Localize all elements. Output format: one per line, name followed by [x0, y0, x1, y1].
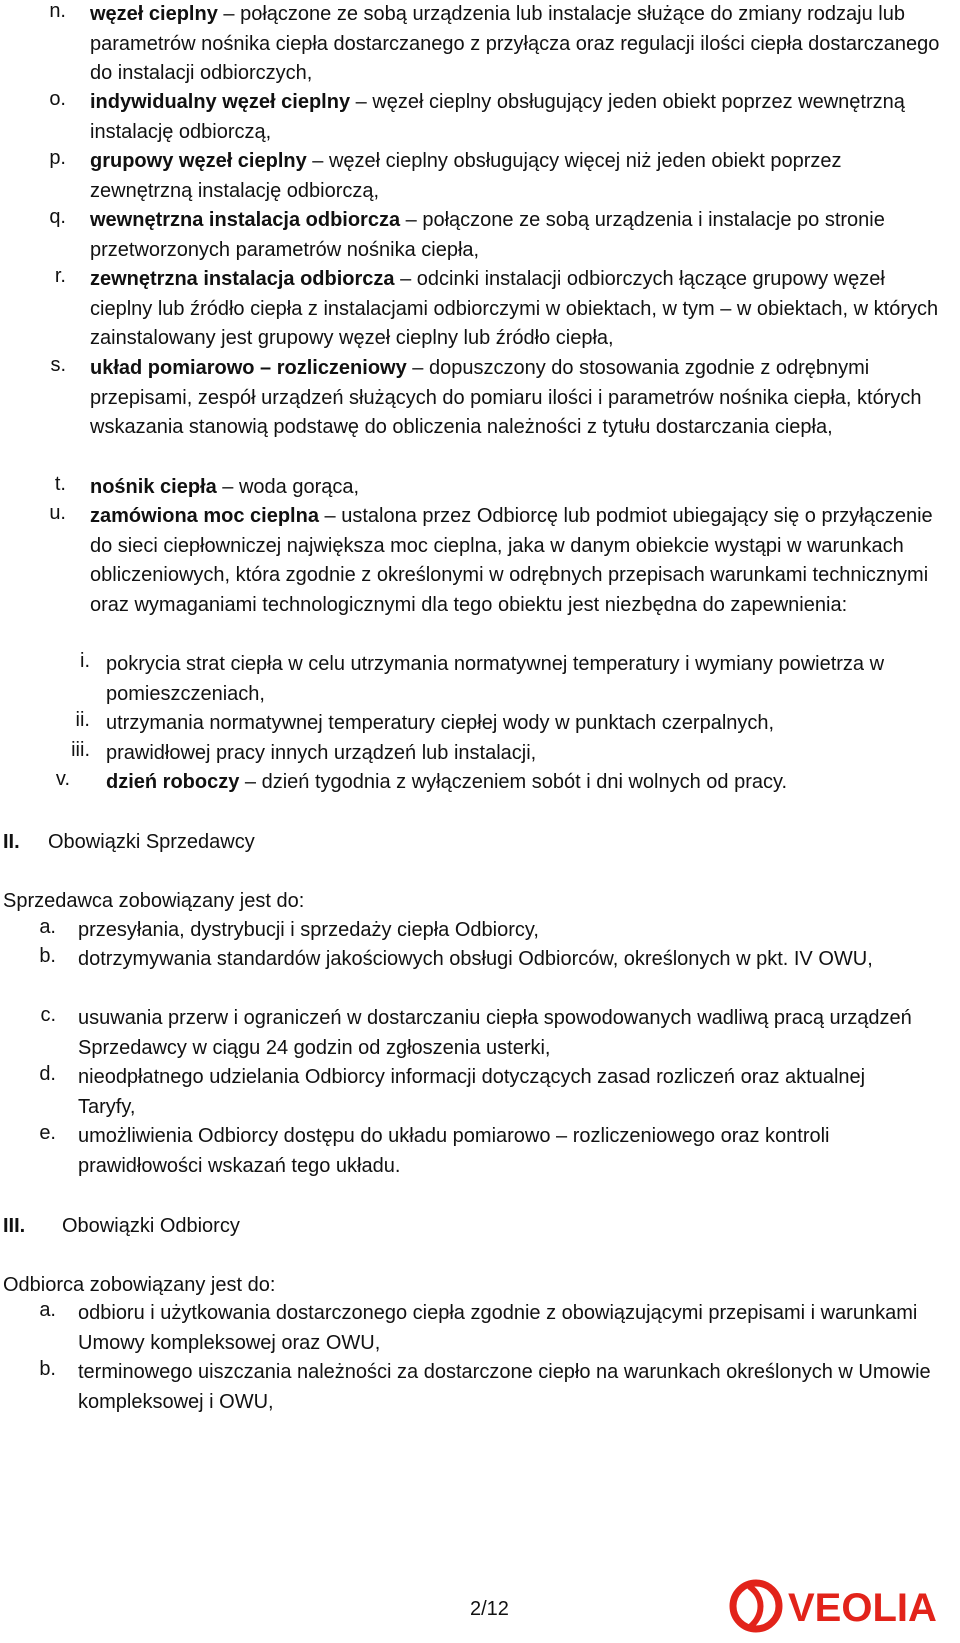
section-number: II.: [3, 831, 20, 853]
list-label: d.: [39, 1063, 56, 1085]
duty-text: umożliwienia Odbiorcy dostępu do układu pomiarowo – rozliczeniowego oraz kontroli prawidłowości wskazań tego układu.: [78, 1125, 830, 1177]
definition-text: grupowy węzeł cieplny – węzeł cieplny obsługujący więcej niż jeden obiekt poprzez zewnętrzną instalację odbiorczą,: [90, 150, 842, 202]
list-label: u.: [49, 502, 66, 524]
definition-term: wewnętrzna instalacja odbiorcza: [90, 209, 401, 231]
definition-term: zewnętrzna instalacja odbiorcza: [90, 268, 395, 290]
definition-term: grupowy węzeł cieplny: [90, 150, 307, 172]
definition-text: nośnik ciepła – woda gorąca,: [90, 476, 360, 498]
definition-term: układ pomiarowo – rozliczeniowy: [90, 357, 407, 379]
subitem-text: utrzymania normatywnej temperatury ciepłej wody w punktach czerpalnych,: [106, 712, 775, 734]
duty-text: dotrzymywania standardów jakościowych obsługi Odbiorców, określonych w pkt. IV OWU,: [78, 948, 873, 970]
definition-term: węzeł cieplny: [90, 3, 218, 25]
duty-text: odbioru i użytkowania dostarczonego ciepła zgodnie z obowiązującymi przepisami i warunkami Umowy kompleksowej oraz OWU,: [78, 1302, 918, 1354]
definition-text: wewnętrzna instalacja odbiorcza – połączone ze sobą urządzenia i instalacje po stronie przetworzonych parametrów nośnika ciepła,: [90, 209, 885, 261]
sublist-label: iii.: [71, 739, 90, 761]
list-label: r.: [54, 265, 66, 287]
section-number: III.: [3, 1215, 26, 1237]
list-label: p.: [49, 147, 66, 169]
list-label: a.: [39, 916, 56, 938]
list-label: n.: [49, 0, 66, 22]
definition-text: zewnętrzna instalacja odbiorcza – odcinki instalacji odbiorczych łączące grupowy węzeł cieplny lub źródło ciepła z instalacjami odbiorczymi w obiektach, w tym – w obiektach, w których zainstalowany jest grupowy węzeł cieplny lub źródło ciepła,: [90, 268, 939, 349]
definition-text: układ pomiarowo – rozliczeniowy – dopuszczony do stosowania zgodnie z odrębnymi przepisami, zespół urządzeń służących do pomiaru ilości i parametrów nośnika ciepła, których wskazania stanowią podstawę do obliczenia należności z tytułu dostarczania ciepła,: [90, 357, 922, 438]
duty-text: nieodpłatnego udzielania Odbiorcy informacji dotyczących zasad rozliczeń oraz aktualnej Taryfy,: [78, 1066, 866, 1118]
definition-text: węzeł cieplny – połączone ze sobą urządzenia lub instalacje służące do zmiany rodzaju lub parametrów nośnika ciepła dostarczanego z przyłącza oraz regulacji ilości ciepła dostarczanego do instalacji odbiorczych,: [90, 3, 940, 84]
sublist-label: i.: [80, 650, 90, 672]
list-label: c.: [40, 1004, 56, 1026]
subitem-text: pokrycia strat ciepła w celu utrzymania normatywnej temperatury i wymiany powietrza w pomieszczeniach,: [106, 653, 885, 705]
section-title: Obowiązki Sprzedawcy: [48, 831, 255, 853]
list-label: s.: [50, 354, 66, 376]
definition-text: zamówiona moc cieplna – ustalona przez Odbiorcę lub podmiot ubiegający się o przyłączenie do sieci ciepłowniczej największa moc cieplna, jaka w danym obiekcie wystąpi w warunkach obliczeniowych, która zgodnie z określonymi w odrębnych przepisach warunkami technicznymi oraz wymaganiami technologicznymi dla tego obiektu jest niezbędna do zapewnienia:: [90, 505, 933, 616]
definition-term: dzień roboczy: [106, 771, 240, 793]
duty-text: terminowego uiszczania należności za dostarczone ciepło na warunkach określonych w Umowie kompleksowej i OWU,: [78, 1361, 931, 1413]
definition-text: dzień roboczy – dzień tygodnia z wyłączeniem sobót i dni wolnych od pracy.: [106, 771, 788, 793]
list-label: o.: [49, 88, 66, 110]
sublist-label: ii.: [75, 709, 90, 731]
section-intro: Sprzedawca zobowiązany jest do:: [3, 890, 305, 912]
definition-term: indywidualny węzeł cieplny: [90, 91, 351, 113]
duty-text: przesyłania, dystrybucji i sprzedaży ciepła Odbiorcy,: [78, 919, 539, 941]
list-label: b.: [39, 1358, 56, 1380]
list-label: e.: [39, 1122, 56, 1144]
definition-text: indywidualny węzeł cieplny – węzeł cieplny obsługujący jeden obiekt poprzez wewnętrzną instalację odbiorczą,: [90, 91, 905, 143]
page-number: 2/12: [470, 1598, 509, 1620]
logo-text: VEOLIA: [788, 1586, 937, 1630]
veolia-logo-icon: [728, 1575, 958, 1637]
section-intro: Odbiorca zobowiązany jest do:: [3, 1274, 276, 1296]
list-label: b.: [39, 945, 56, 967]
definition-term: zamówiona moc cieplna: [90, 505, 319, 527]
list-label: a.: [39, 1299, 56, 1321]
definition-term: nośnik ciepła: [90, 476, 217, 498]
veolia-logo: [728, 1575, 958, 1637]
subitem-text: prawidłowej pracy innych urządzeń lub instalacji,: [106, 742, 537, 764]
section-title: Obowiązki Odbiorcy: [62, 1215, 240, 1237]
list-label: q.: [49, 206, 66, 228]
duty-text: usuwania przerw i ograniczeń w dostarczaniu ciepła spowodowanych wadliwą pracą urządzeń Sprzedawcy w ciągu 24 godzin od zgłoszenia usterki,: [78, 1007, 912, 1059]
list-label: t.: [54, 473, 66, 495]
list-label: v.: [55, 768, 70, 790]
